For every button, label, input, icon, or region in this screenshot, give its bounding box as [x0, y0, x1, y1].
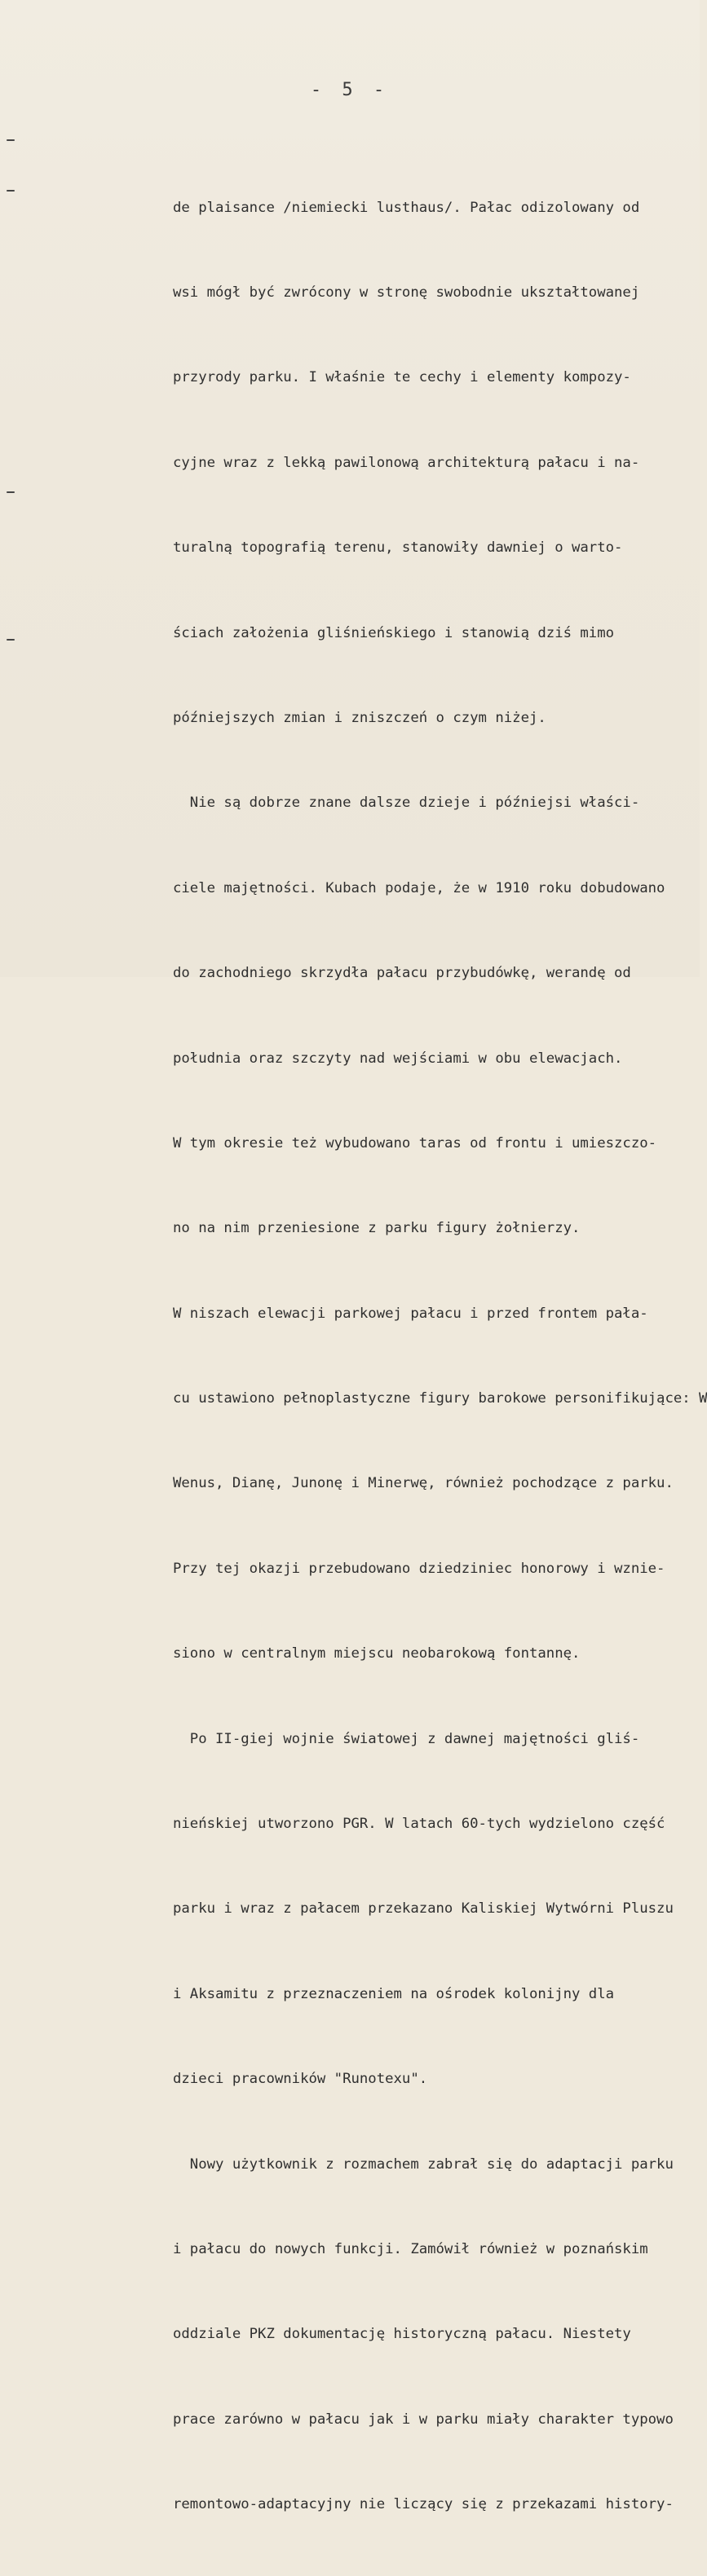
page-number: - 5 -: [310, 80, 390, 100]
text-line: późniejszych zmian i zniszczeń o czym niżej.: [173, 709, 546, 726]
margin-mark: [7, 139, 15, 141]
text-line: Nie są dobrze znane dalsze dzieje i późniejsi właści-: [173, 795, 640, 812]
text-line: siono w centralnym miejscu neobarokową fontannę.: [173, 1645, 581, 1662]
text-line: Wenus, Dianę, Junonę i Minerwę, również pochodzące z parku.: [173, 1475, 674, 1492]
text-line: Nowy użytkownik z rozmachem zabrał się do adaptacji parku: [173, 2155, 674, 2173]
body-text: [173, 137, 707, 2576]
text-line: W niszach elewacji parkowej pałacu i przed frontem pała-: [173, 1305, 648, 1322]
margin-mark: [7, 491, 15, 493]
text-line: oddziale PKZ dokumentację historyczną pałacu. Niestety: [173, 2326, 631, 2343]
text-line: południa oraz szczyty nad wejściami w obu elewacjach.: [173, 1050, 623, 1067]
text-line: remontowo-adaptacyjny nie liczący się z przekazami history-: [173, 2496, 674, 2513]
text-line: Przy tej okazji przebudowano dziedziniec honorowy i wznie-: [173, 1560, 665, 1577]
text-line: ściach założenia gliśnieńskiego i stanowią dziś mimo: [173, 624, 615, 641]
text-line: i pałacu do nowych funkcji. Zamówił również w poznańskim: [173, 2240, 648, 2257]
text-line: parku i wraz z pałacem przekazano Kaliskiej Wytwórni Pluszu: [173, 1900, 674, 1918]
text-line: turalną topografią terenu, stanowiły dawniej o warto-: [173, 539, 623, 557]
text-line: i Aksamitu z przeznaczeniem na ośrodek kolonijny dla: [173, 1985, 615, 2002]
margin-mark: [7, 639, 15, 641]
text-line: ciele majętności. Kubach podaje, że w 1910 roku dobudowano: [173, 879, 665, 896]
text-line: W tym okresie też wybudowano taras od frontu i umieszczo-: [173, 1134, 657, 1151]
text-line: no na nim przeniesione z parku figury żołnierzy.: [173, 1220, 581, 1237]
text-line: prace zarówno w pałacu jak i w parku miały charakter typowo: [173, 2411, 674, 2428]
text-line: de plaisance /niemiecki lusthaus/. Pałac odizolowany od: [173, 199, 640, 216]
text-line: cyjne wraz z lekką pawilonową architekturą pałacu i na-: [173, 454, 640, 471]
margin-mark: [7, 190, 15, 192]
text-line: cu ustawiono pełnoplastyczne figury barokowe personifikujące: W: [173, 1390, 707, 1407]
text-line: wsi mógł być zwrócony w stronę swobodnie ukształtowanej: [173, 284, 640, 301]
text-line: Po II-giej wojnie światowej z dawnej majętności gliś-: [173, 1730, 640, 1747]
text-line: do zachodniego skrzydła pałacu przybudówkę, werandę od: [173, 965, 631, 982]
text-line: przyrody parku. I właśnie te cechy i elementy kompozy-: [173, 369, 631, 386]
text-line: nieńskiej utworzono PGR. W latach 60-tych wydzielono część: [173, 1816, 665, 1833]
text-line: dzieci pracowników "Runotexu".: [173, 2071, 428, 2088]
